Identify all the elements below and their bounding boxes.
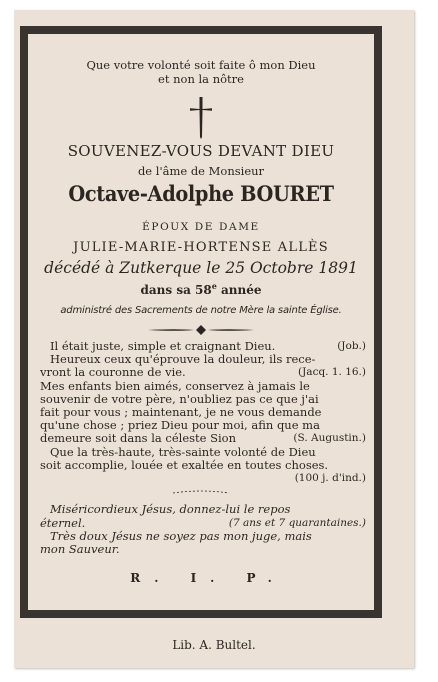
line-text: éternel.	[40, 515, 86, 530]
sacraments-line: administré des Sacrements de notre Mère la sainte Église.	[60, 305, 342, 316]
text-line	[40, 472, 366, 485]
line-reference: (Jacq. 1. 16.)	[298, 366, 366, 379]
ornament-divider-icon	[34, 324, 368, 336]
closing-prayers	[34, 503, 368, 557]
line-text: vront la couronne de vie.	[40, 365, 186, 380]
scripture-verses	[34, 340, 368, 485]
line-reference: (7 ans et 7 quarantaines.)	[228, 516, 366, 529]
line-text: demeure soit dans la céleste Sion	[40, 431, 236, 446]
prayer-text	[34, 58, 368, 86]
spouse-name: JULIE-MARIE-HORTENSE ALLÈS	[73, 240, 329, 255]
heading: SOUVENEZ-VOUS DEVANT DIEU	[67, 142, 335, 160]
text-line	[40, 366, 366, 379]
text-line	[40, 432, 366, 445]
deceased-name: Octave-Adolphe BOURET	[68, 182, 334, 207]
age-line	[34, 281, 368, 297]
prayer-line: et non la nôtre	[158, 72, 244, 86]
line-text: Miséricordieux Jésus, donnez-lui le repos	[50, 502, 291, 517]
dotted-divider-icon	[34, 489, 368, 497]
age-superscript: e	[211, 281, 217, 291]
text-line	[40, 503, 366, 516]
line-text: qu'une chose ; priez Dieu pour moi, afin que ma	[40, 418, 320, 433]
death-details: décédé à Zutkerque le 25 Octobre 1891	[44, 259, 358, 277]
text-line	[40, 517, 366, 530]
prayer-line: Que votre volonté soit faite ô mon Dieu	[86, 58, 316, 72]
line-text: fait pour vous ; maintenant, je ne vous demande	[40, 405, 322, 420]
latin-cross-icon	[34, 95, 368, 139]
text-line	[40, 459, 366, 472]
age-prefix: dans sa 58	[140, 283, 212, 297]
card-content	[34, 40, 368, 604]
subheading: de l'âme de Monsieur	[137, 164, 265, 178]
printer-credit: Lib. A. Bultel.	[172, 638, 256, 652]
age-suffix: année	[216, 283, 262, 297]
line-reference: (Job.)	[337, 340, 366, 352]
text-line	[40, 530, 366, 543]
line-reference: (S. Augustin.)	[293, 432, 366, 445]
rip: R. I. P.	[130, 570, 286, 585]
text-line	[40, 446, 366, 459]
line-text: souvenir de votre père, n'oubliez pas ce que j'ai	[40, 391, 319, 406]
line-text: Que la très-haute, très-sainte volonté de Dieu	[50, 444, 316, 459]
line-text: soit accomplie, louée et exaltée en toutes choses.	[40, 457, 329, 472]
line-text: Il était juste, simple et craignant Dieu.	[50, 339, 276, 353]
text-line	[40, 380, 366, 393]
line-text: Mes enfants bien aimés, conservez à jamais le	[40, 378, 310, 393]
line-text: Heureux ceux qu'éprouve la douleur, ils rece-	[50, 352, 316, 367]
line-text: Très doux Jésus ne soyez pas mon juge, mais	[50, 529, 312, 544]
spouse-intro: ÉPOUX DE DAME	[142, 221, 260, 233]
line-reference: (100 j. d'ind.)	[294, 472, 366, 485]
line-text: mon Sauveur.	[40, 542, 120, 557]
text-line	[40, 543, 366, 556]
